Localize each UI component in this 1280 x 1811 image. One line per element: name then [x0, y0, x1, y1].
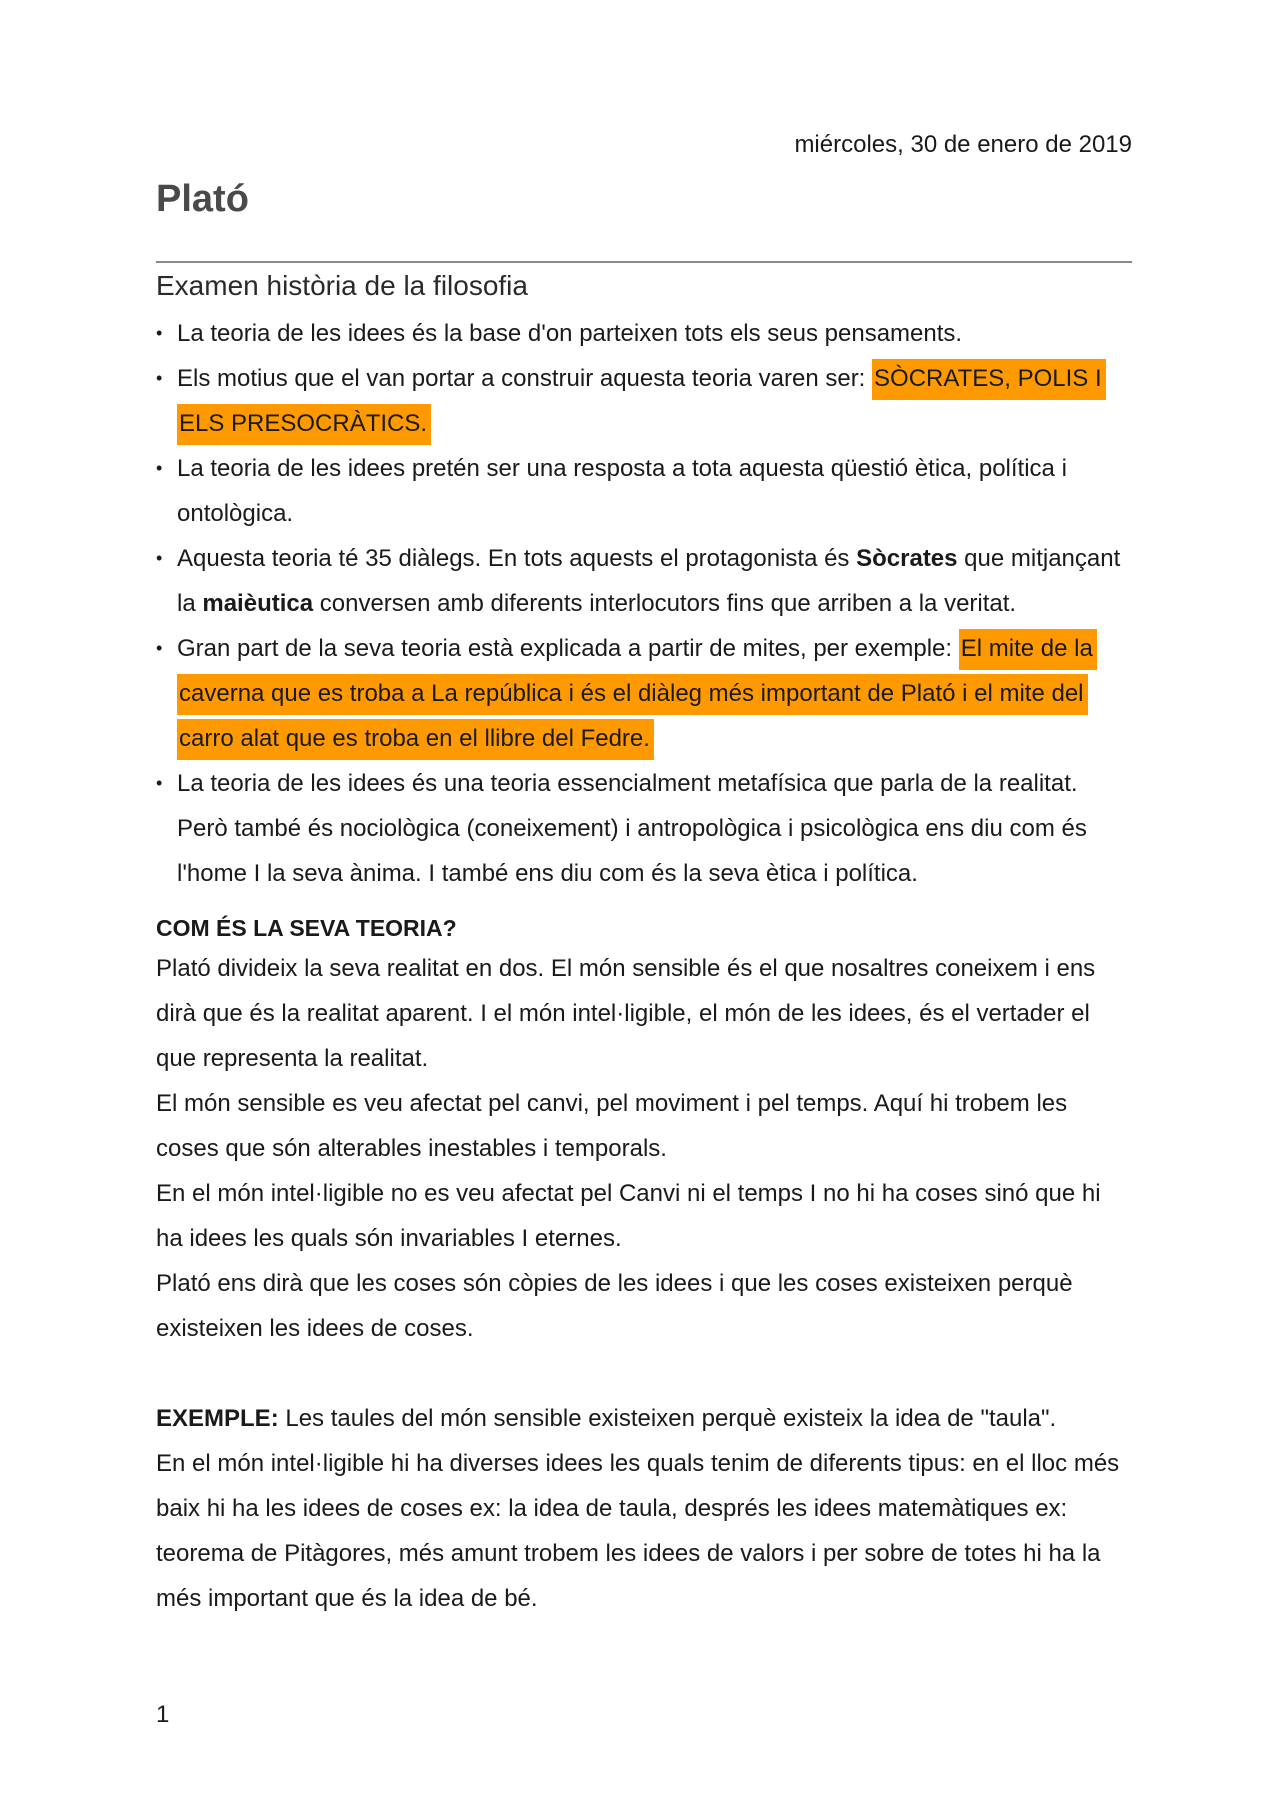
highlighted-text: SÒCRATES, POLIS I ELS PRESOCRÀTICS.: [177, 359, 1106, 445]
page-title: Plató: [156, 178, 249, 220]
bold-term-socrates: Sòcrates: [856, 545, 958, 572]
bullet-text: La teoria de les idees és la base d'on parteixen tots els seus pensaments.: [177, 320, 963, 347]
bullet-text: La teoria de les idees és una teoria essencialment metafísica que parla de la realitat. Però també és nociològica (coneixement) i antropològica i psicològica ens diu com és l'home I la seva ànima. I també ens diu com és la seva ètica i política.: [177, 770, 1087, 887]
bullet-text: que mitjançant la: [177, 545, 1121, 617]
paragraph: En el món intel·ligible hi ha diverses idees les quals tenim de diferents tipus: en el lloc més baix hi ha les idees de coses ex: la idea de taula, després les idees matemàtiques ex: teorema de Pitàgores, més amunt trobem les idees de valors i per sobre de totes hi ha la més important que és la idea de bé.: [156, 1450, 1120, 1612]
document-page: [156, 0, 1132, 1811]
list-item: [156, 446, 1132, 536]
bold-term-maieutica: maièutica: [202, 590, 314, 617]
list-item: [156, 311, 1132, 356]
spacer: [156, 1351, 1132, 1396]
bullet-text: Els motius que el van portar a construir aquesta teoria varen ser:: [177, 365, 873, 392]
section-subtitle: Examen història de la filosofia: [156, 270, 528, 301]
paragraph: Plató ens dirà que les coses són còpies de les idees i que les coses existeixen perquè existeixen les idees de coses.: [156, 1270, 1073, 1342]
example-paragraph: [156, 1396, 1132, 1441]
document-body: [156, 311, 1132, 1621]
highlighted-text: El mite de la caverna que es troba a La república i és el diàleg més important de Plató i el mite del carro alat que es troba en el llibre del Fedre.: [177, 629, 1097, 760]
paragraph: Plató divideix la seva realitat en dos. El món sensible és el que nosaltres coneixem i ens dirà que és la realitat aparent. I el món intel·ligible, el món de les idees, és el vertader el que representa la realitat.: [156, 955, 1096, 1072]
bullet-text: conversen amb diferents interlocutors fins que arriben a la veritat.: [313, 590, 1017, 617]
bullet-text: La teoria de les idees pretén ser una resposta a tota aquesta qüestió ètica, política i ontològica.: [177, 455, 1067, 527]
list-item: [156, 356, 1132, 446]
example-text: Les taules del món sensible existeixen perquè existeix la idea de "taula".: [278, 1405, 1057, 1432]
paragraph: En el món intel·ligible no es veu afectat pel Canvi ni el temps I no hi ha coses sinó que hi ha idees les quals són invariables I eternes.: [156, 1180, 1101, 1252]
title-divider: [156, 261, 1132, 263]
list-item: [156, 536, 1132, 626]
paragraph: El món sensible es veu afectat pel canvi, pel moviment i pel temps. Aquí hi trobem les coses que són alterables inestables i temporals.: [156, 1090, 1068, 1162]
example-label: EXEMPLE:: [156, 1405, 279, 1432]
page-number: 1: [156, 1701, 170, 1728]
section-heading: COM ÉS LA SEVA TEORIA?: [156, 915, 457, 941]
bullet-text: Aquesta teoria té 35 diàlegs. En tots aquests el protagonista és: [177, 545, 857, 572]
bullet-text: Gran part de la seva teoria està explicada a partir de mites, per exemple:: [177, 635, 959, 662]
list-item: [156, 761, 1132, 896]
bullet-list: [156, 311, 1132, 896]
list-item: [156, 626, 1132, 761]
document-date: miércoles, 30 de enero de 2019: [794, 131, 1132, 158]
